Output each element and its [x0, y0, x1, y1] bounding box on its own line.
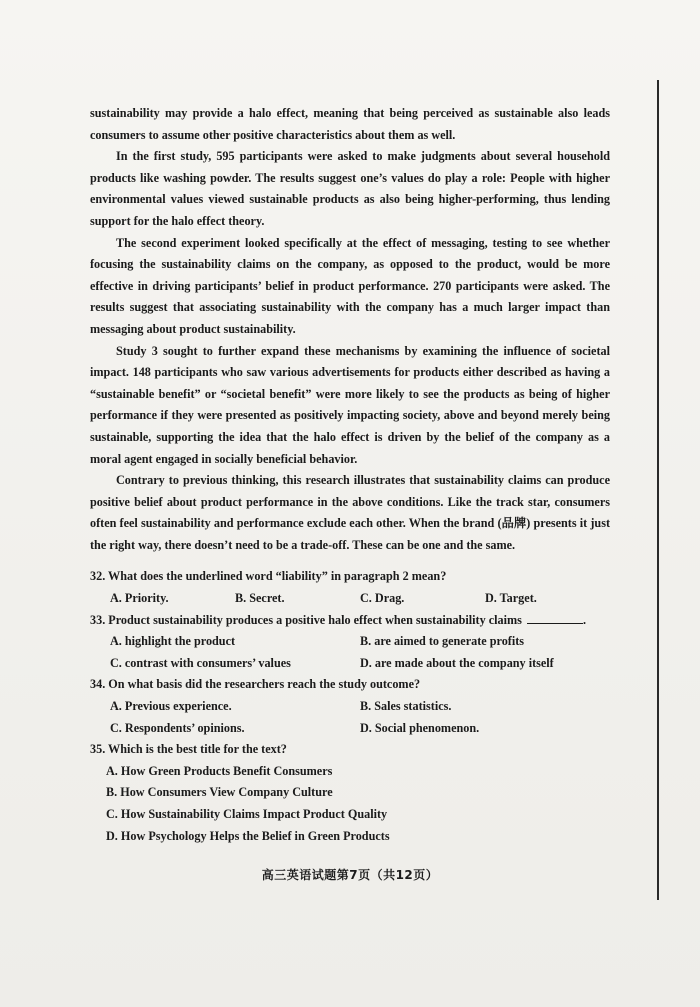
- option: D. How Psychology Helps the Belief in Green Products: [106, 828, 390, 843]
- question-34-options-row2: [90, 718, 610, 740]
- page-edge-line: [657, 80, 659, 900]
- question-32-options: [90, 588, 610, 610]
- paragraph: Study 3 sought to further expand these mechanisms by examining the influence of societal impact. 148 participants who saw various advertisements for products either described as having a “sustainable benefit” or “societal benefit” were more likely to see the products as being of higher performance if they were presented as positively impacting society, above and beyond merely being sustainable, supporting the idea that the halo effect is driven by the belief of the company as a moral agent engaged in socially beneficial behavior.: [90, 343, 610, 466]
- option: A. Previous experience.: [110, 699, 232, 714]
- option: B. are aimed to generate profits: [360, 634, 525, 649]
- option: D. Social phenomenon.: [360, 720, 480, 735]
- question-34-stem: 34. On what basis did the researchers reach the study outcome?: [90, 677, 421, 692]
- paragraph: Contrary to previous thinking, this research illustrates that sustainability claims can produce positive belief about product performance in the above conditions. Like the track star, consumers often feel sustainability and performance exclude each other. When the brand (品牌) presents it just the right way, there doesn’t need to be a trade-off. These can be one and the same.: [90, 473, 610, 552]
- answer-blank: [527, 613, 583, 624]
- option: D. Target.: [485, 591, 537, 606]
- option: C. Respondents’ opinions.: [110, 720, 245, 735]
- option: C. Drag.: [360, 591, 405, 606]
- option: C. How Sustainability Claims Impact Product Quality: [106, 807, 388, 821]
- question-33-stem-end: .: [582, 612, 586, 627]
- question-34-options-row1: [90, 696, 610, 718]
- paragraph: In the first study, 595 participants were asked to make judgments about several household products like washing powder. The results suggest one’s values do play a role: People with higher environmental values viewed sustainable products as also being higher-performing, thus lending support for the halo effect theory.: [90, 149, 610, 228]
- question-33-stem: [90, 610, 610, 632]
- question-32-stem: 32. What does the underlined word “liability” in paragraph 2 mean?: [90, 569, 447, 584]
- option: B. How Consumers View Company Culture: [106, 785, 333, 800]
- paragraph: The second experiment looked specifically at the effect of messaging, testing to see whether focusing the sustainability claims on the company, as opposed to the product, would be more effective in driving participants’ belief in product performance. 270 participants were asked. The results suggest that associating sustainability with the company has a much larger impact than messaging about product sustainability.: [90, 235, 610, 336]
- option: A. How Green Products Benefit Consumers: [106, 763, 333, 778]
- option: A. highlight the product: [110, 634, 236, 649]
- question-33-options-row2: [90, 653, 610, 675]
- option: D. are made about the company itself: [360, 655, 554, 670]
- passage-content: [90, 103, 610, 847]
- question-33-stem-text: 33. Product sustainability produces a positive halo effect when sustainability claims: [90, 612, 522, 627]
- question-33-options-row1: [90, 631, 610, 653]
- option: A. Priority.: [110, 591, 169, 606]
- question-35-stem: 35. Which is the best title for the text?: [90, 742, 287, 757]
- option: B. Sales statistics.: [360, 699, 452, 714]
- questions-section: [90, 566, 610, 847]
- page-footer: 高三英语试题第7页（共12页）: [261, 868, 439, 882]
- option: B. Secret.: [235, 591, 285, 606]
- option: C. contrast with consumers’ values: [110, 655, 291, 670]
- paragraph: sustainability may provide a halo effect, meaning that being perceived as sustainable also leads consumers to assume other positive characteristics about them as well.: [90, 106, 610, 142]
